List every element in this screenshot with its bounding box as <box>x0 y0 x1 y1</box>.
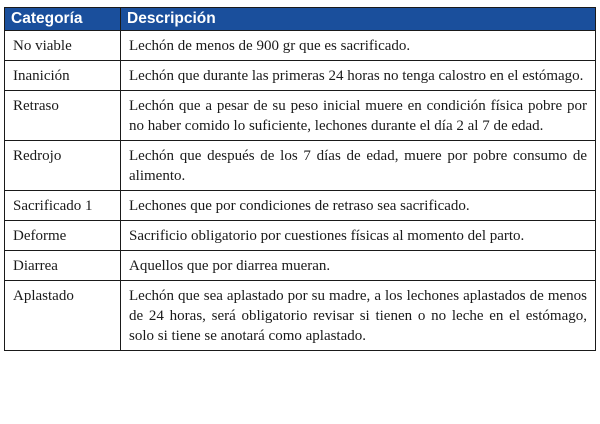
cell-categoria: No viable <box>5 31 121 61</box>
table-row <box>5 91 596 141</box>
cell-descripcion: Lechón que después de los 7 días de edad, muere por pobre consumo de alimento. <box>121 141 596 191</box>
cell-categoria: Deforme <box>5 221 121 251</box>
cell-categoria: Diarrea <box>5 251 121 281</box>
table-row <box>5 31 596 61</box>
cell-descripcion: Lechón que sea aplastado por su madre, a los lechones aplastados de menos de 24 horas, será obligatorio revisar si tienen o no leche en el estómago, solo si tiene se anotará como aplastado. <box>121 281 596 351</box>
cell-descripcion: Lechón que a pesar de su peso inicial muere en condición física pobre por no haber comido lo suficiente, lechones durante el día 2 al 7 de edad. <box>121 91 596 141</box>
table-row <box>5 281 596 351</box>
table-row <box>5 141 596 191</box>
cell-descripcion: Sacrificio obligatorio por cuestiones físicas al momento del parto. <box>121 221 596 251</box>
table-row <box>5 251 596 281</box>
table-row <box>5 191 596 221</box>
cell-descripcion: Lechón de menos de 900 gr que es sacrificado. <box>121 31 596 61</box>
cell-descripcion: Aquellos que por diarrea mueran. <box>121 251 596 281</box>
table-container <box>4 7 595 351</box>
cell-categoria: Sacrificado 1 <box>5 191 121 221</box>
cell-categoria: Inanición <box>5 61 121 91</box>
header-categoria: Categoría <box>5 8 121 31</box>
header-row <box>5 8 596 31</box>
cell-descripcion: Lechones que por condiciones de retraso sea sacrificado. <box>121 191 596 221</box>
cell-categoria: Retraso <box>5 91 121 141</box>
table-row <box>5 221 596 251</box>
categories-table <box>4 7 596 351</box>
cell-descripcion: Lechón que durante las primeras 24 horas no tenga calostro en el estómago. <box>121 61 596 91</box>
cell-categoria: Aplastado <box>5 281 121 351</box>
cell-categoria: Redrojo <box>5 141 121 191</box>
header-descripcion: Descripción <box>121 8 596 31</box>
table-row <box>5 61 596 91</box>
